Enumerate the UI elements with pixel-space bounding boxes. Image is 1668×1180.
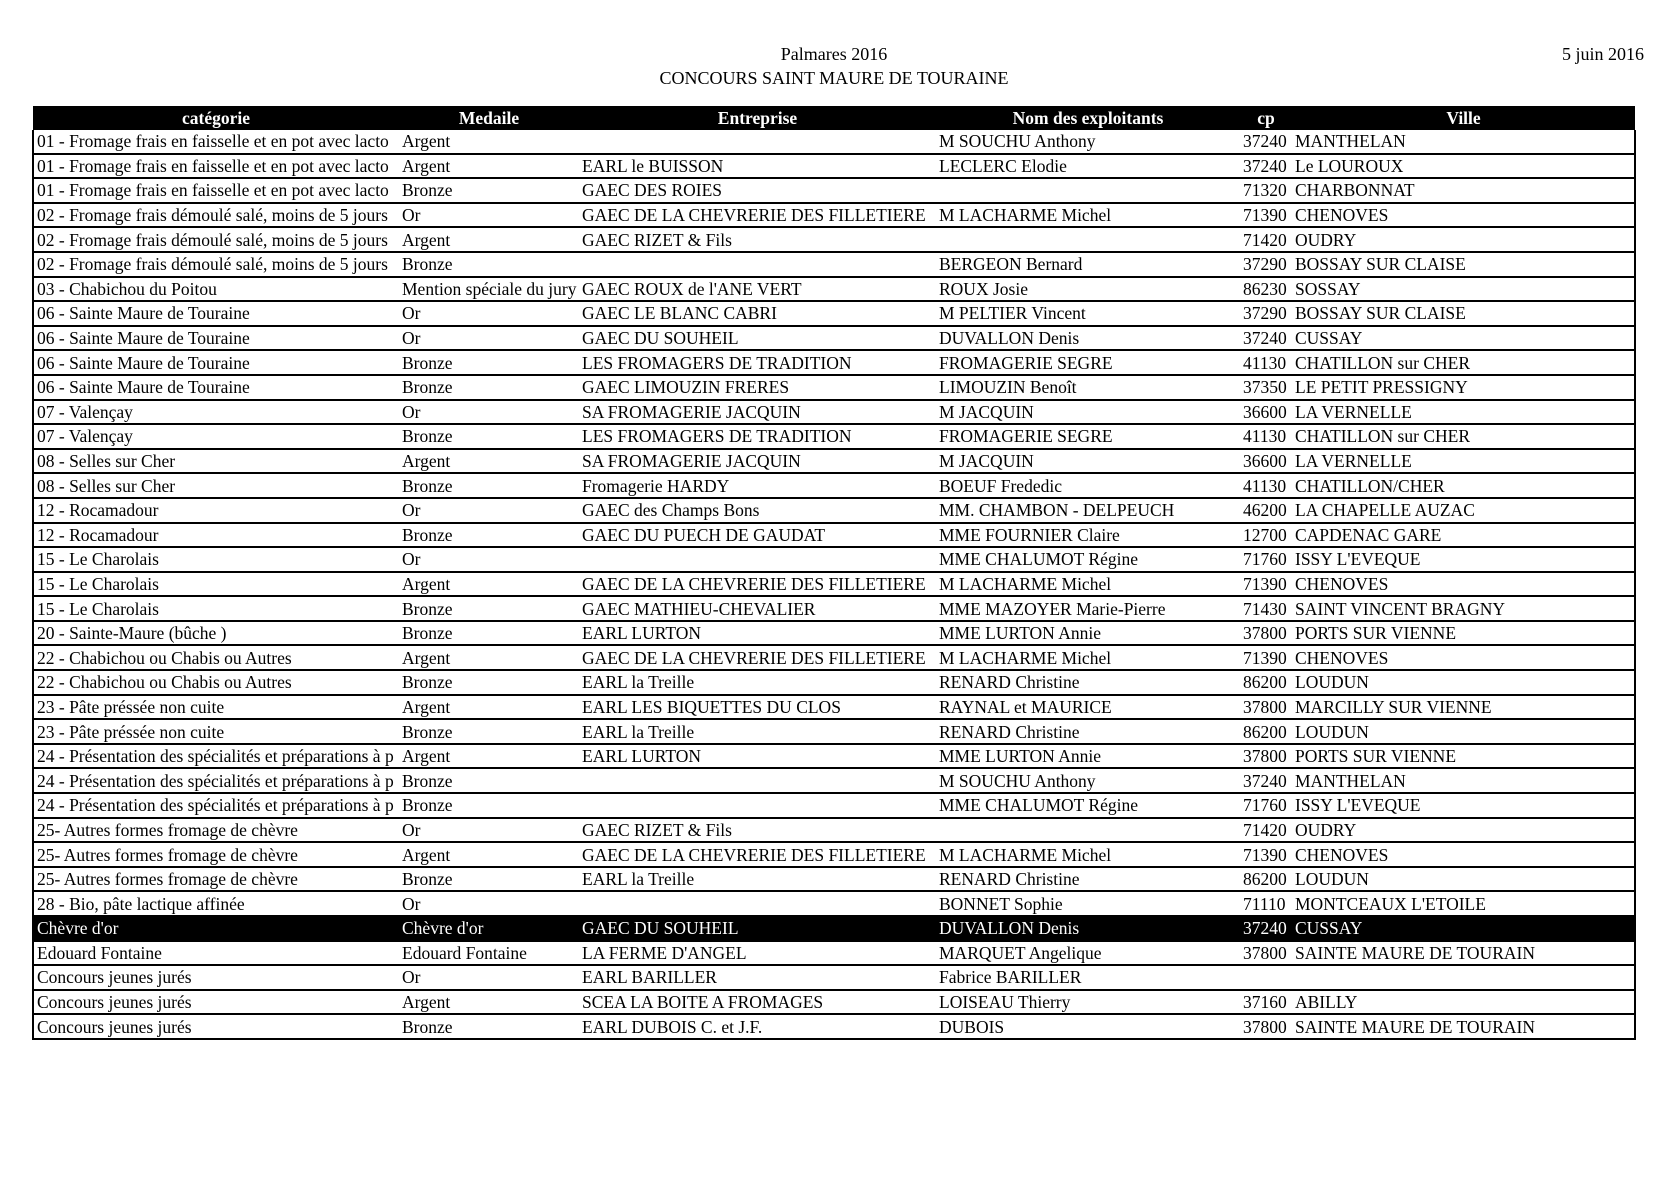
cell-entreprise: GAEC DU SOUHEIL — [579, 326, 936, 351]
cell-categorie: 24 - Présentation des spécialités et préparations à p — [33, 768, 399, 793]
cell-medaille: Argent — [399, 744, 579, 769]
cell-ville: CHENOVES — [1292, 842, 1635, 867]
results-table — [32, 106, 1636, 1040]
cell-medaille: Bronze — [399, 375, 579, 400]
cell-cp: 36600 — [1240, 449, 1292, 474]
cell-categorie: 06 - Sainte Maure de Touraine — [33, 375, 399, 400]
table-row — [33, 400, 1635, 425]
cell-entreprise: EARL BARILLER — [579, 965, 936, 990]
document-title: Palmares 2016 — [780, 44, 888, 64]
cell-ville: BOSSAY SUR CLAISE — [1292, 252, 1635, 277]
cell-cp: 71390 — [1240, 572, 1292, 597]
table-header-row — [33, 106, 1635, 130]
cell-medaille: Or — [399, 818, 579, 843]
cell-ville: PORTS SUR VIENNE — [1292, 621, 1635, 646]
table-row — [33, 473, 1635, 498]
cell-categorie: 22 - Chabichou ou Chabis ou Autres — [33, 670, 399, 695]
cell-categorie: 23 - Pâte préssée non cuite — [33, 719, 399, 744]
cell-entreprise: LES FROMAGERS DE TRADITION — [579, 350, 936, 375]
cell-medaille: Bronze — [399, 424, 579, 449]
table-row — [33, 670, 1635, 695]
cell-ville: LE PETIT PRESSIGNY — [1292, 375, 1635, 400]
cell-ville: SAINTE MAURE DE TOURAIN — [1292, 941, 1635, 966]
cell-ville: LOUDUN — [1292, 670, 1635, 695]
table-row — [33, 203, 1635, 228]
table-row — [33, 916, 1635, 941]
cell-categorie: 07 - Valençay — [33, 400, 399, 425]
cell-cp: 71760 — [1240, 547, 1292, 572]
table-row — [33, 842, 1635, 867]
cell-entreprise — [579, 793, 936, 818]
table-row — [33, 572, 1635, 597]
cell-exploitants: M SOUCHU Anthony — [936, 768, 1240, 793]
cell-ville: CUSSAY — [1292, 326, 1635, 351]
table-row — [33, 252, 1635, 277]
cell-medaille: Bronze — [399, 596, 579, 621]
cell-cp: 37290 — [1240, 252, 1292, 277]
cell-ville: CHENOVES — [1292, 203, 1635, 228]
cell-categorie: 06 - Sainte Maure de Touraine — [33, 326, 399, 351]
cell-medaille: Argent — [399, 154, 579, 179]
cell-exploitants: Fabrice BARILLER — [936, 965, 1240, 990]
cell-cp: 71390 — [1240, 203, 1292, 228]
cell-exploitants: MM. CHAMBON - DELPEUCH — [936, 498, 1240, 523]
cell-medaille: Mention spéciale du jury — [399, 277, 579, 302]
cell-entreprise: EARL LES BIQUETTES DU CLOS — [579, 695, 936, 720]
cell-entreprise: EARL le BUISSON — [579, 154, 936, 179]
cell-cp: 86200 — [1240, 867, 1292, 892]
cell-categorie: 25- Autres formes fromage de chèvre — [33, 842, 399, 867]
cell-exploitants: DUVALLON Denis — [936, 326, 1240, 351]
cell-entreprise: LES FROMAGERS DE TRADITION — [579, 424, 936, 449]
cell-exploitants — [936, 227, 1240, 252]
table-row — [33, 523, 1635, 548]
cell-cp: 37160 — [1240, 990, 1292, 1015]
table-row — [33, 277, 1635, 302]
cell-categorie: 07 - Valençay — [33, 424, 399, 449]
cell-ville: ISSY L'EVEQUE — [1292, 793, 1635, 818]
cell-exploitants: M PELTIER Vincent — [936, 301, 1240, 326]
table-row — [33, 227, 1635, 252]
cell-medaille: Argent — [399, 572, 579, 597]
cell-exploitants: M JACQUIN — [936, 449, 1240, 474]
cell-medaille: Argent — [399, 449, 579, 474]
cell-ville: OUDRY — [1292, 818, 1635, 843]
cell-entreprise — [579, 252, 936, 277]
table-row — [33, 744, 1635, 769]
cell-medaille: Or — [399, 498, 579, 523]
cell-entreprise: SA FROMAGERIE JACQUIN — [579, 400, 936, 425]
cell-categorie: Chèvre d'or — [33, 916, 399, 941]
cell-categorie: 25- Autres formes fromage de chèvre — [33, 818, 399, 843]
cell-categorie: 15 - Le Charolais — [33, 547, 399, 572]
table-row — [33, 941, 1635, 966]
cell-categorie: 02 - Fromage frais démoulé salé, moins de 5 jours — [33, 227, 399, 252]
cell-ville: LOUDUN — [1292, 719, 1635, 744]
cell-entreprise: GAEC DE LA CHEVRERIE DES FILLETIERE — [579, 203, 936, 228]
cell-categorie: 02 - Fromage frais démoulé salé, moins de 5 jours — [33, 252, 399, 277]
cell-cp: 12700 — [1240, 523, 1292, 548]
cell-exploitants: MME MAZOYER Marie-Pierre — [936, 596, 1240, 621]
cell-ville: MANTHELAN — [1292, 768, 1635, 793]
cell-exploitants: DUBOIS — [936, 1014, 1240, 1039]
cell-exploitants — [936, 818, 1240, 843]
cell-medaille: Or — [399, 203, 579, 228]
cell-categorie: 01 - Fromage frais en faisselle et en pot avec lacto — [33, 130, 399, 154]
cell-ville: SOSSAY — [1292, 277, 1635, 302]
cell-ville: PORTS SUR VIENNE — [1292, 744, 1635, 769]
cell-categorie: 12 - Rocamadour — [33, 498, 399, 523]
cell-ville: SAINT VINCENT BRAGNY — [1292, 596, 1635, 621]
cell-cp: 37240 — [1240, 326, 1292, 351]
table-row — [33, 547, 1635, 572]
table-row — [33, 645, 1635, 670]
cell-exploitants: MME LURTON Annie — [936, 744, 1240, 769]
cell-entreprise: GAEC LIMOUZIN FRERES — [579, 375, 936, 400]
cell-entreprise: SCEA LA BOITE A FROMAGES — [579, 990, 936, 1015]
cell-ville: SAINTE MAURE DE TOURAIN — [1292, 1014, 1635, 1039]
cell-ville: LA CHAPELLE AUZAC — [1292, 498, 1635, 523]
table-row — [33, 891, 1635, 916]
table-row — [33, 178, 1635, 203]
cell-categorie: 23 - Pâte préssée non cuite — [33, 695, 399, 720]
table-row — [33, 326, 1635, 351]
cell-categorie: 20 - Sainte-Maure (bûche ) — [33, 621, 399, 646]
cell-cp: 37240 — [1240, 154, 1292, 179]
cell-entreprise — [579, 768, 936, 793]
table-row — [33, 818, 1635, 843]
cell-exploitants: LIMOUZIN Benoît — [936, 375, 1240, 400]
cell-entreprise — [579, 891, 936, 916]
cell-cp: 86230 — [1240, 277, 1292, 302]
cell-medaille: Bronze — [399, 523, 579, 548]
cell-cp: 37290 — [1240, 301, 1292, 326]
cell-entreprise: GAEC RIZET & Fils — [579, 818, 936, 843]
cell-cp: 71760 — [1240, 793, 1292, 818]
table-row — [33, 1014, 1635, 1039]
cell-entreprise: GAEC LE BLANC CABRI — [579, 301, 936, 326]
cell-categorie: 01 - Fromage frais en faisselle et en pot avec lacto — [33, 154, 399, 179]
cell-categorie: 01 - Fromage frais en faisselle et en pot avec lacto — [33, 178, 399, 203]
table-row — [33, 793, 1635, 818]
cell-cp: 41130 — [1240, 350, 1292, 375]
cell-cp: 71430 — [1240, 596, 1292, 621]
cell-exploitants: M SOUCHU Anthony — [936, 130, 1240, 154]
cell-medaille: Or — [399, 326, 579, 351]
cell-exploitants: FROMAGERIE SEGRE — [936, 424, 1240, 449]
cell-cp: 71420 — [1240, 818, 1292, 843]
cell-ville: CAPDENAC GARE — [1292, 523, 1635, 548]
cell-ville: LOUDUN — [1292, 867, 1635, 892]
table-row — [33, 130, 1635, 154]
cell-exploitants: LECLERC Elodie — [936, 154, 1240, 179]
cell-medaille: Bronze — [399, 867, 579, 892]
cell-ville: MONTCEAUX L'ETOILE — [1292, 891, 1635, 916]
cell-entreprise: GAEC ROUX de l'ANE VERT — [579, 277, 936, 302]
cell-categorie: Concours jeunes jurés — [33, 965, 399, 990]
table-row — [33, 867, 1635, 892]
cell-categorie: 02 - Fromage frais démoulé salé, moins de 5 jours — [33, 203, 399, 228]
cell-cp: 37800 — [1240, 1014, 1292, 1039]
cell-entreprise: EARL DUBOIS C. et J.F. — [579, 1014, 936, 1039]
cell-categorie: 25- Autres formes fromage de chèvre — [33, 867, 399, 892]
cell-cp: 41130 — [1240, 424, 1292, 449]
cell-ville: CHATILLON sur CHER — [1292, 350, 1635, 375]
cell-entreprise: EARL la Treille — [579, 719, 936, 744]
cell-cp: 86200 — [1240, 670, 1292, 695]
table-row — [33, 990, 1635, 1015]
cell-exploitants: MME LURTON Annie — [936, 621, 1240, 646]
cell-cp: 37800 — [1240, 621, 1292, 646]
column-header-ville: Ville — [1292, 106, 1635, 130]
cell-medaille: Bronze — [399, 1014, 579, 1039]
cell-exploitants: MME CHALUMOT Régine — [936, 547, 1240, 572]
cell-categorie: Concours jeunes jurés — [33, 1014, 399, 1039]
column-header-exploitants: Nom des exploitants — [936, 106, 1240, 130]
cell-cp: 41130 — [1240, 473, 1292, 498]
column-header-entreprise: Entreprise — [579, 106, 936, 130]
cell-exploitants: MME FOURNIER Claire — [936, 523, 1240, 548]
column-header-medaille: Medaile — [399, 106, 579, 130]
cell-entreprise: EARL la Treille — [579, 670, 936, 695]
cell-medaille: Argent — [399, 990, 579, 1015]
cell-ville: CHARBONNAT — [1292, 178, 1635, 203]
cell-entreprise: GAEC DE LA CHEVRERIE DES FILLETIERE — [579, 572, 936, 597]
cell-cp: 37240 — [1240, 916, 1292, 941]
cell-entreprise: SA FROMAGERIE JACQUIN — [579, 449, 936, 474]
cell-cp: 71110 — [1240, 891, 1292, 916]
cell-categorie: Concours jeunes jurés — [33, 990, 399, 1015]
table-row — [33, 719, 1635, 744]
cell-cp: 37240 — [1240, 768, 1292, 793]
document-subtitle: CONCOURS SAINT MAURE DE TOURAINE — [659, 68, 1009, 88]
cell-exploitants: FROMAGERIE SEGRE — [936, 350, 1240, 375]
cell-medaille: Or — [399, 547, 579, 572]
cell-categorie: 24 - Présentation des spécialités et préparations à p — [33, 744, 399, 769]
cell-medaille: Bronze — [399, 350, 579, 375]
cell-exploitants: RENARD Christine — [936, 670, 1240, 695]
cell-entreprise: EARL la Treille — [579, 867, 936, 892]
cell-entreprise: Fromagerie HARDY — [579, 473, 936, 498]
cell-ville: BOSSAY SUR CLAISE — [1292, 301, 1635, 326]
cell-cp: 37800 — [1240, 695, 1292, 720]
cell-ville: MANTHELAN — [1292, 130, 1635, 154]
cell-medaille: Bronze — [399, 768, 579, 793]
cell-ville: ABILLY — [1292, 990, 1635, 1015]
table-row — [33, 621, 1635, 646]
cell-medaille: Bronze — [399, 473, 579, 498]
cell-cp — [1240, 965, 1292, 990]
cell-entreprise: GAEC DU PUECH DE GAUDAT — [579, 523, 936, 548]
cell-entreprise: GAEC DE LA CHEVRERIE DES FILLETIERE — [579, 842, 936, 867]
table-row — [33, 498, 1635, 523]
cell-cp: 37350 — [1240, 375, 1292, 400]
cell-categorie: 03 - Chabichou du Poitou — [33, 277, 399, 302]
cell-ville: CHENOVES — [1292, 572, 1635, 597]
cell-medaille: Or — [399, 891, 579, 916]
cell-medaille: Edouard Fontaine — [399, 941, 579, 966]
table-row — [33, 695, 1635, 720]
cell-exploitants: BOEUF Frededic — [936, 473, 1240, 498]
cell-exploitants: RENARD Christine — [936, 867, 1240, 892]
cell-entreprise: EARL LURTON — [579, 744, 936, 769]
cell-exploitants: RAYNAL et MAURICE — [936, 695, 1240, 720]
cell-exploitants: MARQUET Angelique — [936, 941, 1240, 966]
cell-categorie: 12 - Rocamadour — [33, 523, 399, 548]
cell-exploitants: M LACHARME Michel — [936, 572, 1240, 597]
cell-entreprise: GAEC DES ROIES — [579, 178, 936, 203]
cell-entreprise: EARL LURTON — [579, 621, 936, 646]
cell-categorie: 24 - Présentation des spécialités et préparations à p — [33, 793, 399, 818]
cell-medaille: Bronze — [399, 670, 579, 695]
cell-cp: 86200 — [1240, 719, 1292, 744]
cell-categorie: 15 - Le Charolais — [33, 596, 399, 621]
cell-exploitants: RENARD Christine — [936, 719, 1240, 744]
cell-cp: 71390 — [1240, 842, 1292, 867]
cell-ville — [1292, 965, 1635, 990]
table-row — [33, 449, 1635, 474]
cell-entreprise: GAEC DE LA CHEVRERIE DES FILLETIERE — [579, 645, 936, 670]
table-row — [33, 301, 1635, 326]
cell-categorie: 22 - Chabichou ou Chabis ou Autres — [33, 645, 399, 670]
column-header-categorie: catégorie — [33, 106, 399, 130]
cell-exploitants: M JACQUIN — [936, 400, 1240, 425]
table-row — [33, 965, 1635, 990]
cell-ville: LA VERNELLE — [1292, 400, 1635, 425]
cell-medaille: Bronze — [399, 621, 579, 646]
cell-cp: 46200 — [1240, 498, 1292, 523]
cell-ville: Le LOUROUX — [1292, 154, 1635, 179]
cell-exploitants: BERGEON Bernard — [936, 252, 1240, 277]
cell-medaille: Argent — [399, 695, 579, 720]
cell-categorie: 28 - Bio, pâte lactique affinée — [33, 891, 399, 916]
cell-ville: MARCILLY SUR VIENNE — [1292, 695, 1635, 720]
cell-exploitants — [936, 178, 1240, 203]
cell-medaille: Or — [399, 400, 579, 425]
column-header-cp: cp — [1240, 106, 1292, 130]
cell-exploitants: M LACHARME Michel — [936, 645, 1240, 670]
cell-medaille: Bronze — [399, 178, 579, 203]
cell-categorie: 08 - Selles sur Cher — [33, 449, 399, 474]
cell-exploitants: BONNET Sophie — [936, 891, 1240, 916]
table-row — [33, 596, 1635, 621]
cell-categorie: 06 - Sainte Maure de Touraine — [33, 301, 399, 326]
cell-cp: 37800 — [1240, 744, 1292, 769]
cell-exploitants: DUVALLON Denis — [936, 916, 1240, 941]
cell-exploitants: M LACHARME Michel — [936, 203, 1240, 228]
cell-ville: CHATILLON/CHER — [1292, 473, 1635, 498]
cell-cp: 71390 — [1240, 645, 1292, 670]
cell-exploitants: M LACHARME Michel — [936, 842, 1240, 867]
cell-entreprise: LA FERME D'ANGEL — [579, 941, 936, 966]
cell-cp: 37240 — [1240, 130, 1292, 154]
cell-medaille: Argent — [399, 227, 579, 252]
cell-medaille: Argent — [399, 645, 579, 670]
cell-medaille: Argent — [399, 130, 579, 154]
table-row — [33, 768, 1635, 793]
cell-ville: CHATILLON sur CHER — [1292, 424, 1635, 449]
cell-ville: ISSY L'EVEQUE — [1292, 547, 1635, 572]
cell-medaille: Bronze — [399, 252, 579, 277]
cell-medaille: Bronze — [399, 719, 579, 744]
table-row — [33, 154, 1635, 179]
cell-entreprise — [579, 547, 936, 572]
cell-medaille: Or — [399, 301, 579, 326]
cell-exploitants: LOISEAU Thierry — [936, 990, 1240, 1015]
cell-ville: OUDRY — [1292, 227, 1635, 252]
cell-categorie: 15 - Le Charolais — [33, 572, 399, 597]
cell-medaille: Or — [399, 965, 579, 990]
cell-medaille: Argent — [399, 842, 579, 867]
table-row — [33, 350, 1635, 375]
cell-categorie: 06 - Sainte Maure de Touraine — [33, 350, 399, 375]
cell-entreprise: GAEC MATHIEU-CHEVALIER — [579, 596, 936, 621]
cell-entreprise: GAEC DU SOUHEIL — [579, 916, 936, 941]
cell-cp: 71320 — [1240, 178, 1292, 203]
cell-entreprise: GAEC RIZET & Fils — [579, 227, 936, 252]
cell-categorie: 08 - Selles sur Cher — [33, 473, 399, 498]
cell-categorie: Edouard Fontaine — [33, 941, 399, 966]
cell-exploitants: MME CHALUMOT Régine — [936, 793, 1240, 818]
cell-ville: LA VERNELLE — [1292, 449, 1635, 474]
table-row — [33, 375, 1635, 400]
cell-entreprise: GAEC des Champs Bons — [579, 498, 936, 523]
cell-exploitants: ROUX Josie — [936, 277, 1240, 302]
cell-cp: 36600 — [1240, 400, 1292, 425]
cell-cp: 37800 — [1240, 941, 1292, 966]
cell-entreprise — [579, 130, 936, 154]
cell-ville: CUSSAY — [1292, 916, 1635, 941]
cell-ville: CHENOVES — [1292, 645, 1635, 670]
cell-cp: 71420 — [1240, 227, 1292, 252]
document-date: 5 juin 2016 — [1561, 44, 1644, 64]
table-row — [33, 424, 1635, 449]
cell-medaille: Chèvre d'or — [399, 916, 579, 941]
cell-medaille: Bronze — [399, 793, 579, 818]
